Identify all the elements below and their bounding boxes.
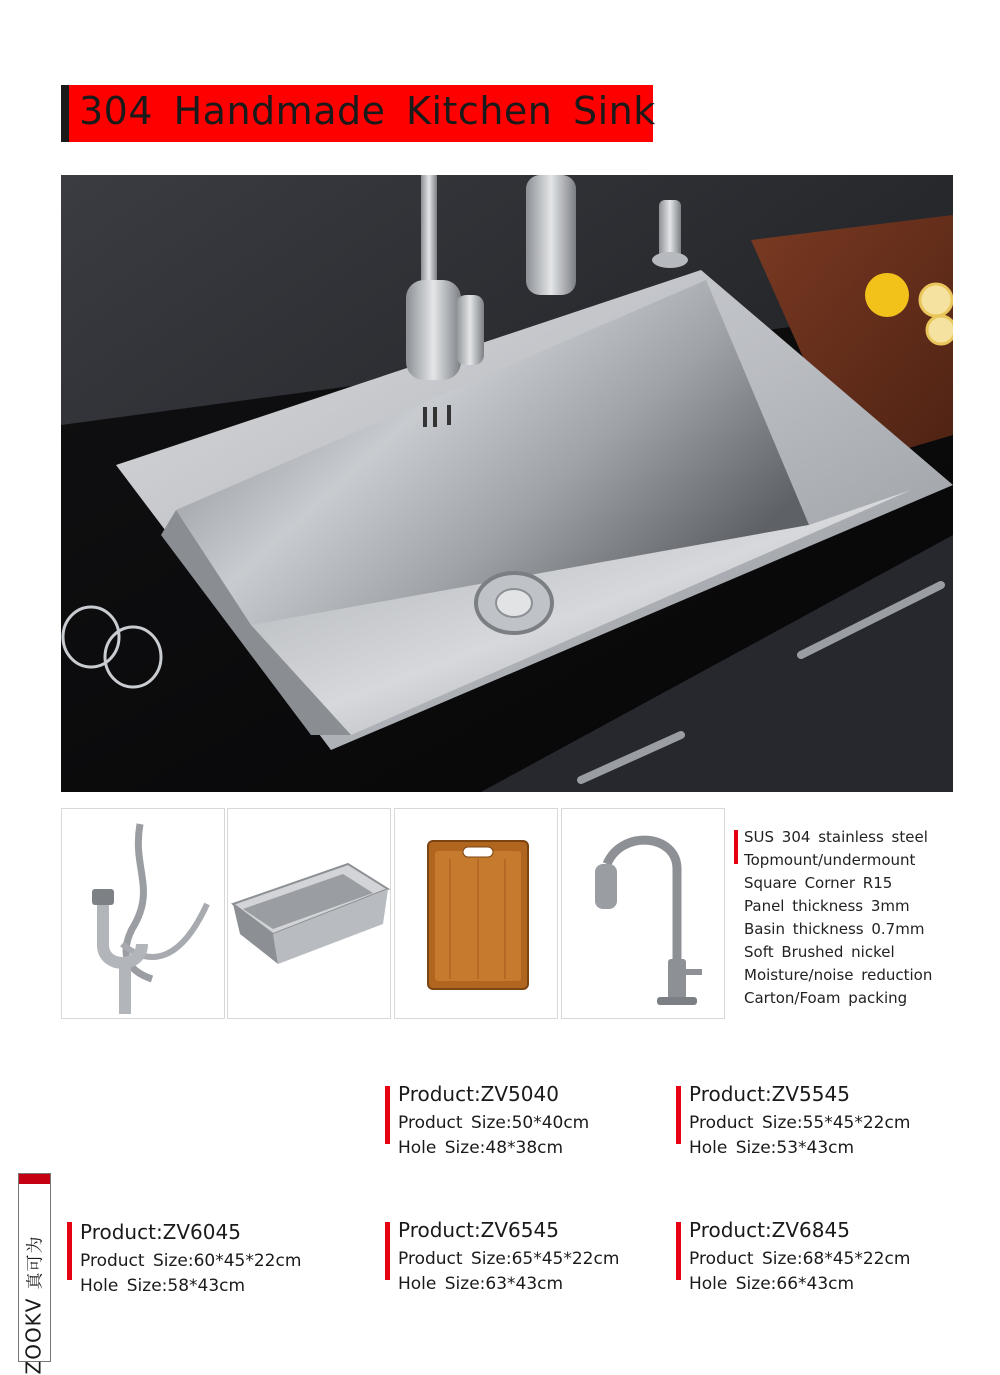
brand-latin: ZOOKV <box>21 1297 46 1375</box>
product-size: Product Size:65*45*22cm <box>398 1249 620 1269</box>
product-name: Product:ZV6845 <box>689 1218 850 1242</box>
product-card-zv6845 <box>676 1218 966 1308</box>
product-accent-bar <box>385 1222 390 1280</box>
product-hole-size: Hole Size:48*38cm <box>398 1138 564 1158</box>
title-stripe <box>61 85 69 142</box>
product-card-zv6045 <box>67 1220 357 1310</box>
product-accent-bar <box>676 1222 681 1280</box>
pull-out-faucet-icon <box>562 809 724 1018</box>
product-name: Product:ZV6545 <box>398 1218 559 1242</box>
product-size: Product Size:55*45*22cm <box>689 1113 911 1133</box>
product-size: Product Size:50*40cm <box>398 1113 590 1133</box>
product-size: Product Size:68*45*22cm <box>689 1249 911 1269</box>
basket-tray-icon <box>228 809 390 1018</box>
brand-name <box>21 1220 47 1375</box>
page-title: 304 Handmade Kitchen Sink <box>79 89 656 133</box>
thumb-drain-pipe <box>61 808 225 1019</box>
product-hole-size: Hole Size:66*43cm <box>689 1274 855 1294</box>
thumb-faucet <box>561 808 725 1019</box>
product-accent-bar <box>676 1086 681 1144</box>
title-banner <box>61 85 656 142</box>
sink-photo-icon <box>61 175 953 792</box>
product-card-zv5545 <box>676 1082 966 1172</box>
product-accent-bar <box>385 1086 390 1144</box>
feature-item: Panel thickness 3mm <box>744 897 910 915</box>
thumb-basket-tray <box>227 808 391 1019</box>
feature-item: Topmount/undermount <box>744 851 916 869</box>
hero-sink-photo <box>61 175 953 792</box>
product-hole-size: Hole Size:58*43cm <box>80 1276 246 1296</box>
logo-accent <box>19 1174 50 1184</box>
product-card-zv6545 <box>385 1218 675 1308</box>
feature-item: Soft Brushed nickel <box>744 943 895 961</box>
features-list <box>734 828 974 1013</box>
product-name: Product:ZV5545 <box>689 1082 850 1106</box>
cutting-board-icon <box>395 809 557 1018</box>
product-size: Product Size:60*45*22cm <box>80 1251 302 1271</box>
product-name: Product:ZV6045 <box>80 1220 241 1244</box>
product-accent-bar <box>67 1222 72 1280</box>
thumb-cutting-board <box>394 808 558 1019</box>
feature-item: Carton/Foam packing <box>744 989 908 1007</box>
drain-pipe-icon <box>62 809 224 1018</box>
features-accent-bar <box>734 830 738 864</box>
product-card-zv5040 <box>385 1082 675 1172</box>
feature-item: SUS 304 stainless steel <box>744 828 928 846</box>
product-hole-size: Hole Size:63*43cm <box>398 1274 564 1294</box>
brand-logo <box>18 1173 51 1375</box>
feature-item: Moisture/noise reduction <box>744 966 933 984</box>
feature-item: Basin thickness 0.7mm <box>744 920 925 938</box>
product-name: Product:ZV5040 <box>398 1082 559 1106</box>
brand-chinese: 真可为 <box>25 1235 46 1290</box>
feature-item: Square Corner R15 <box>744 874 893 892</box>
product-hole-size: Hole Size:53*43cm <box>689 1138 855 1158</box>
